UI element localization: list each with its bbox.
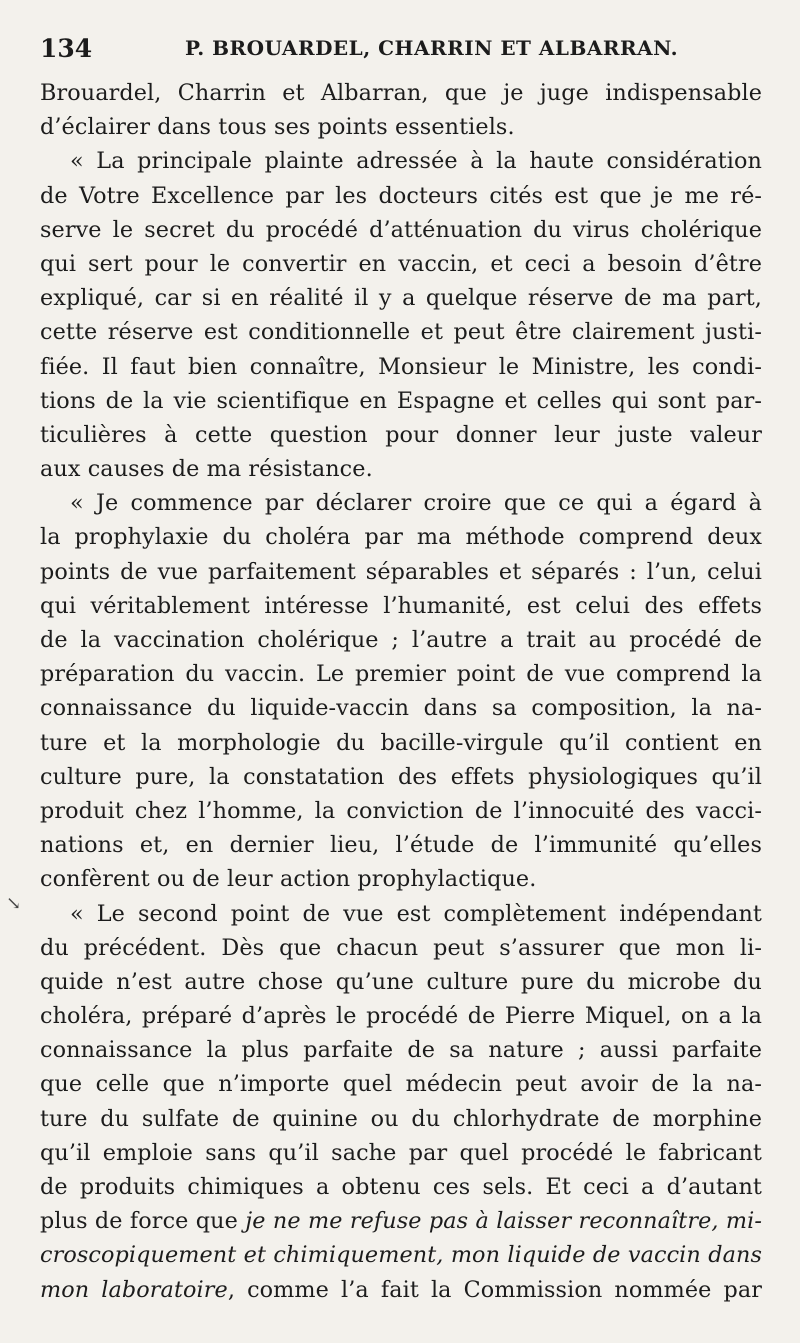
text-line: serve le secret du procédé d’atténuation du virus cholérique	[40, 216, 762, 243]
text-line: de la vaccination cholérique ; l’autre a trait au procédé de	[40, 627, 762, 653]
text-line: connaissance du liquide-vaccin dans sa composition, la na-	[40, 695, 762, 722]
text-line: aux causes de ma résistance.	[40, 456, 373, 483]
text-line: culture pure, la constatation des effets physiologiques qu’il	[40, 763, 762, 790]
text-line: nations et, en dernier lieu, l’étude de l’immunité qu’elles	[40, 832, 762, 859]
margin-mark: ↘	[6, 893, 22, 914]
text-line: mon laboratoire, comme l’a fait la Commission nommée par	[40, 1276, 762, 1303]
text-line: qui sert pour le convertir en vaccin, et ceci a besoin d’être	[40, 250, 762, 277]
page-number: 134	[40, 34, 93, 63]
text-line: préparation du vaccin. Le premier point de vue comprend la	[40, 661, 762, 688]
text-line: croscopiquement et chimiquement, mon liquide de vaccin dans	[40, 1242, 762, 1269]
text-line: cette réserve est conditionnelle et peut être clairement justi-	[40, 319, 762, 346]
text-line: tions de la vie scientifique en Espagne et celles qui sont par-	[40, 387, 762, 414]
text-line: Brouardel, Charrin et Albarran, que je juge indispensable	[40, 80, 762, 106]
text-line: « La principale plainte adressée à la haute considération	[70, 148, 762, 175]
text-line: la prophylaxie du choléra par ma méthode comprend deux	[40, 524, 762, 551]
running-head: P. BROUARDEL, CHARRIN ET ALBARRAN.	[185, 36, 679, 60]
text-line: points de vue parfaitement séparables et séparés : l’un, celui	[40, 558, 762, 585]
text-line: quide n’est autre chose qu’une culture pure du microbe du	[40, 968, 762, 995]
text-line: ture et la morphologie du bacille-virgule qu’il contient en	[40, 729, 762, 756]
text-line: qu’il emploie sans qu’il sache par quel procédé le fabricant	[40, 1139, 762, 1166]
text-line: plus de force que je ne me refuse pas à laisser reconnaître, mi-	[40, 1208, 763, 1235]
text-line: expliqué, car si en réalité il y a quelque réserve de ma part,	[40, 285, 762, 312]
text-line: produit chez l’homme, la conviction de l’innocuité des vacci-	[40, 797, 762, 824]
text-line: choléra, préparé d’après le procédé de Pierre Miquel, on a la	[40, 1003, 762, 1030]
body-text	[40, 76, 762, 1307]
text-line: ture du sulfate de quinine ou du chlorhydrate de morphine	[40, 1105, 762, 1132]
text-line: de Votre Excellence par les docteurs cités est que je me ré-	[40, 182, 762, 209]
text-line: de produits chimiques a obtenu ces sels. Et ceci a d’autant	[40, 1174, 762, 1200]
text-line: fiée. Il faut bien connaître, Monsieur le Ministre, les condi-	[40, 353, 762, 380]
text-line: « Le second point de vue est complètement indépendant	[70, 900, 762, 927]
book-page	[40, 34, 762, 1307]
text-line: « Je commence par déclarer croire que ce qui a égard à	[70, 490, 762, 517]
text-line: ticulières à cette question pour donner leur juste valeur	[40, 421, 762, 448]
text-line: connaissance la plus parfaite de sa nature ; aussi parfaite	[40, 1037, 762, 1064]
text-line: qui véritablement intéresse l’humanité, est celui des effets	[40, 592, 762, 619]
text-line: que celle que n’importe quel médecin peut avoir de la na-	[40, 1071, 762, 1098]
text-line: d’éclairer dans tous ses points essentiels.	[40, 114, 515, 141]
text-line: du précédent. Dès que chacun peut s’assurer que mon li-	[40, 934, 762, 961]
text-line: confèrent ou de leur action prophylactique.	[40, 866, 537, 893]
page-header	[40, 34, 762, 76]
